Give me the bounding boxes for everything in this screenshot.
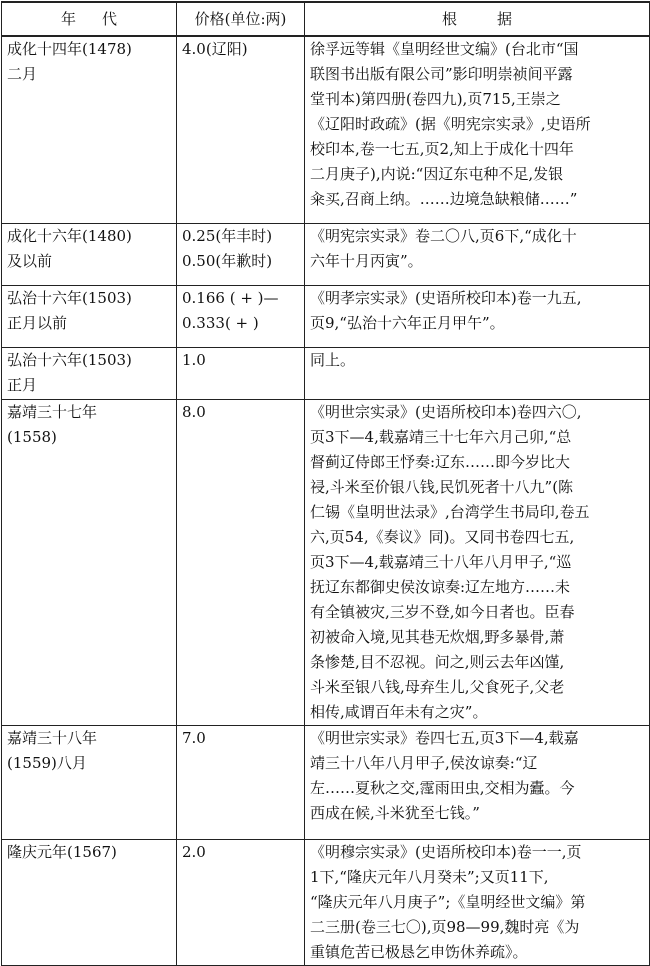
cell-era-line: 正月以前: [7, 313, 68, 332]
cell-price: [177, 839, 305, 965]
cell-basis-line: “隆庆元年八月庚子”;《皇明经世文编》第: [310, 892, 586, 911]
cell-era-line: 二月: [7, 65, 38, 83]
cell-basis-line: 督蓟辽侍郎王忬奏:辽东……即今岁比大: [310, 452, 571, 471]
cell-basis-line: 同上。: [310, 350, 356, 369]
cell-era-line: 隆庆元年(1567): [7, 842, 117, 861]
cell-basis-line: 《明世宗实录》卷四七五,页3下—4,载嘉: [310, 728, 579, 747]
cell-basis-line: 初被命入境,见其巷无炊烟,野多暴骨,萧: [310, 627, 565, 646]
cell-basis-line: 徐孚远等辑《皇明经世文编》(台北市“国: [310, 40, 579, 58]
cell-basis: [305, 347, 650, 399]
cell-era-line: 嘉靖三十八年: [7, 728, 98, 747]
table-body: [2, 36, 650, 965]
cell-price: [177, 223, 305, 285]
cell-era-line: 弘治十六年(1503): [7, 350, 132, 369]
grain-price-table: [1, 1, 650, 966]
cell-basis-line: 重镇危苦已极恳乞申饬休养疏》。: [310, 942, 528, 961]
cell-price: [177, 36, 305, 223]
cell-price-line: 2.0: [182, 842, 206, 861]
cell-price-line: 0.333( + ): [182, 313, 259, 332]
cell-era: [2, 285, 177, 347]
cell-era-line: 成化十六年(1480): [7, 226, 132, 245]
cell-era: [2, 347, 177, 399]
cell-basis-line: 条惨楚,目不忍视。问之,则云去年凶馑,: [310, 652, 565, 671]
cell-era-line: (1558): [7, 427, 57, 446]
cell-basis-line: 堂刊本)第四册(卷四九),页715,王崇之: [310, 90, 561, 108]
cell-era-line: 弘治十六年(1503): [7, 288, 132, 307]
cell-basis-line: 抚辽东都御史侯汝谅奏:辽左地方……未: [310, 577, 571, 596]
cell-basis-line: 《明世宗实录》(史语所校印本)卷四六〇,: [310, 402, 582, 421]
header-basis: 根据: [305, 2, 650, 36]
cell-price: [177, 347, 305, 399]
cell-basis-line: 六,页54,《奏议》同)。又同书卷四七五,: [310, 527, 575, 546]
cell-basis-line: 《辽阳时政疏》(据《明宪宗实录》,史语所: [310, 115, 591, 133]
cell-basis-line: 1下,“隆庆元年八月癸未”;又页11下,: [310, 867, 549, 886]
table-row: [2, 285, 650, 347]
cell-price-line: 1.0: [182, 350, 206, 369]
cell-era-line: 嘉靖三十七年: [7, 402, 98, 421]
cell-basis-line: 二月庚子),内说:“因辽东屯种不足,发银: [310, 165, 564, 183]
cell-era: [2, 223, 177, 285]
cell-era: [2, 36, 177, 223]
cell-era: [2, 399, 177, 725]
cell-basis: [305, 285, 650, 347]
cell-basis-line: 《明穆宗实录》(史语所校印本)卷一一,页: [310, 842, 582, 861]
cell-basis: [305, 839, 650, 965]
cell-era: [2, 725, 177, 839]
table-row: [2, 725, 650, 839]
cell-basis: [305, 725, 650, 839]
cell-basis-line: 西成在候,斗米犹至七钱。”: [310, 803, 480, 822]
cell-price-line: 0.50(年歉时): [182, 251, 273, 270]
cell-price: [177, 285, 305, 347]
cell-basis-line: 页3下—4,载嘉靖三十八年八月甲子,“巡: [310, 552, 572, 571]
cell-era-line: 正月: [7, 375, 38, 394]
cell-era-line: 成化十四年(1478): [7, 40, 132, 58]
cell-basis-line: 《明孝宗实录》(史语所校印本)卷一九五,: [310, 288, 582, 307]
cell-basis: [305, 399, 650, 725]
cell-basis-line: 二三册(卷三七〇),页98—99,魏时亮《为: [310, 917, 580, 936]
cell-basis: [305, 36, 650, 223]
cell-basis-line: 斗米至银八钱,母弃生儿,父食死子,父老: [310, 677, 565, 696]
cell-price-line: 8.0: [182, 402, 206, 421]
cell-basis: [305, 223, 650, 285]
cell-basis-line: 有全镇被灾,三岁不登,如今日者也。臣春: [310, 602, 575, 621]
table-row: [2, 223, 650, 285]
header-row: [2, 2, 650, 36]
table-header: [2, 2, 650, 36]
header-price: 价格(单位:两): [177, 2, 305, 36]
cell-price-line: 0.166 ( + )—: [182, 288, 279, 307]
cell-basis-line: 页3下—4,载嘉靖三十七年六月己卯,“总: [310, 427, 572, 446]
cell-price-line: 4.0(辽阳): [182, 40, 248, 58]
cell-price: [177, 725, 305, 839]
cell-basis-line: 相传,咸谓百年未有之灾”。: [310, 702, 488, 721]
cell-basis-line: 祲,斗米至价银八钱,民饥死者十八九”(陈: [310, 477, 574, 496]
cell-era-line: (1559)八月: [7, 753, 87, 772]
table-row: [2, 399, 650, 725]
cell-basis-line: 靖三十八年八月甲子,侯汝谅奏:“辽: [310, 753, 538, 772]
cell-basis-line: 《明宪宗实录》卷二〇八,页6下,“成化十: [310, 226, 577, 245]
cell-era: [2, 839, 177, 965]
cell-price-line: 0.25(年丰时): [182, 226, 273, 245]
cell-basis-line: 籴买,召商上纳。……边境急缺粮储……”: [310, 190, 578, 208]
table-row: [2, 839, 650, 965]
table-row: [2, 36, 650, 223]
cell-era-line: 及以前: [7, 251, 53, 270]
cell-basis-line: 六年十月丙寅”。: [310, 251, 423, 270]
cell-basis-line: 联图书出版有限公司”影印明崇祯间平露: [310, 65, 573, 83]
cell-price: [177, 399, 305, 725]
cell-basis-line: 页9,“弘治十六年正月甲午”。: [310, 313, 505, 332]
cell-price-line: 7.0: [182, 728, 206, 747]
header-era: 年代: [2, 2, 177, 36]
cell-basis-line: 仁锡《皇明世法录》,台湾学生书局印,卷五: [310, 502, 590, 521]
cell-basis-line: 左……夏秋之交,霪雨田虫,交相为蠹。今: [310, 778, 575, 797]
table-row: [2, 347, 650, 399]
cell-basis-line: 校印本,卷一七五,页2,知上于成化十四年: [310, 140, 574, 158]
